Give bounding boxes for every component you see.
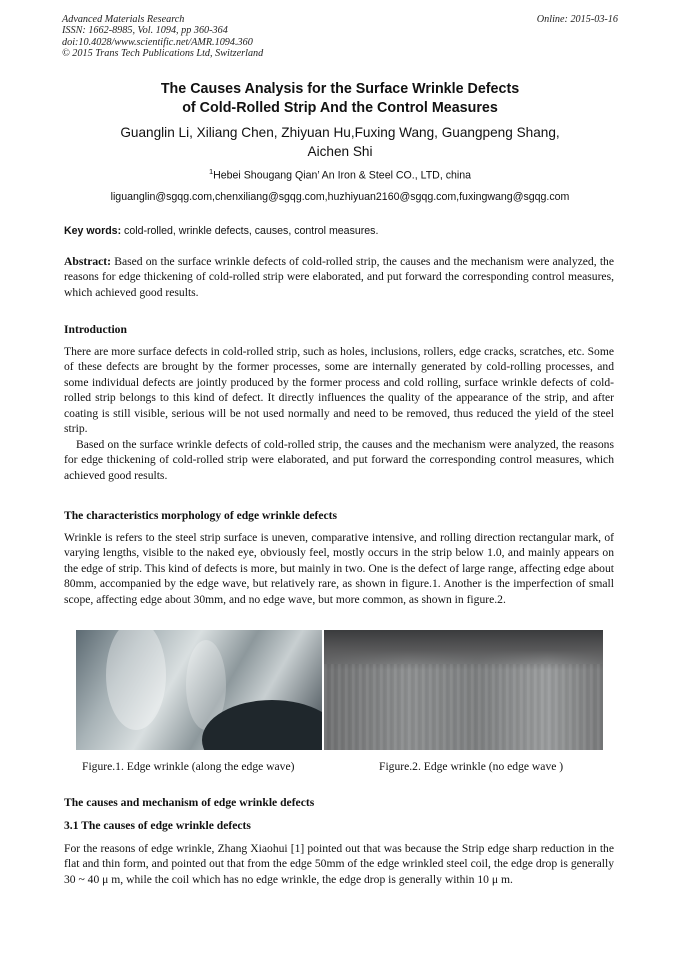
keywords-label: Key words: [64,225,122,237]
issn-line: ISSN: 1662-8985, Vol. 1094, pp 360-364 [62,25,228,37]
online-date: Online: 2015-03-16 [536,14,618,25]
title-line-1: The Causes Analysis for the Surface Wrinkle Defects [160,81,520,97]
figure-2-streaks [324,664,603,750]
authors-line-1: Guanglin Li, Xiliang Chen, Zhiyuan Hu,Fuxing Wang, Guangpeng Shang, [120,125,560,140]
figure-1-caption: Figure.1. Edge wrinkle (along the edge wave) [82,760,295,773]
doi-line: doi:10.4028/www.scientific.net/AMR.1094.360 [62,36,253,48]
journal-name: Advanced Materials Research [62,14,185,25]
introduction-heading: Introduction [64,323,127,336]
causes-paragraph: For the reasons of edge wrinkle, Zhang Xiaohui [1] pointed out that was because the Strip edge sharp reduction in the flat and thin form, and pointed out that from the edge 50mm of the edge wrinkled steel coil, the edge drop is generally 30 ~ 40 μ m, while the coil which has no edge wrinkle, the edge drop is generally within 10 μ m. [64,842,614,886]
abstract-text: Based on the surface wrinkle defects of cold-rolled strip, the causes and the mechanism were analyzed, the reasons for edge thickening of cold-rolled strip were elaborated, and put forward the corresponding control measures, which achieved good results. [64,255,614,299]
characteristics-heading: The characteristics morphology of edge wrinkle defects [64,509,338,522]
introduction-paragraph-2: Based on the surface wrinkle defects of cold-rolled strip, the causes and the mechanism were analyzed, the reasons for edge thickening of cold-rolled strip were elaborated, and put forward the corresponding control measures, which achieved good results. [64,438,614,482]
keywords-text: cold-rolled, wrinkle defects, causes, control measures. [121,225,379,237]
figure-1-image [76,630,322,750]
paper-title [62,80,618,118]
affiliation-mark: 1 [208,167,214,176]
copyright-line: © 2015 Trans Tech Publications Ltd, Switzerland [62,48,264,60]
journal-header [62,14,618,60]
figure-2-caption: Figure.2. Edge wrinkle (no edge wave ) [379,760,564,773]
abstract [64,254,614,300]
title-line-2: of Cold-Rolled Strip And the Control Measures [182,100,498,116]
author-emails: liguanglin@sgqg.com,chenxiliang@sgqg.com,huzhiyuan2160@sgqg.com,fuxingwang@sgqg.com [110,191,570,203]
authors-line-2: Aichen Shi [307,144,373,159]
characteristics-paragraph: Wrinkle is refers to the steel strip surface is uneven, comparative intensive, and rolling direction rectangular mark, of varying lengths, visible to the naked eye, obviously feel, mostly occurs in the strip below 1.0, and mainly appears on the edge of strip. This kind of defects is more, but mainly in two. One is the defect of large range, affecting edge about 80mm, accompanied by the edge wave, but relatively rare, as shown in figure.1. Another is the imperfection of small scope, affecting edge about 30mm, and no edge wave, but more common, as shown in figure.2. [64,531,614,606]
causes-heading: The causes and mechanism of edge wrinkle defects [64,796,315,809]
introduction-paragraph-1: There are more surface defects in cold-rolled strip, such as holes, inclusions, rollers, edge cracks, scratches, etc. Some of these defects are brought by the former processes, some are internally generated by cold-rolling processes, and some individual defects are jointly produced by the former process and cold rolling, surface wrinkle defects of cold-rolled strip belongs to this kind of defect. It directly influences the quality of the appearance of the strip, and after coating is still visible, serious will be not used normally and need to be removed, thus reduced the yield of the steel strip. [64,345,614,436]
abstract-label: Abstract: [64,255,112,268]
figure-1-highlight [106,630,166,730]
causes-subheading: 3.1 The causes of edge wrinkle defects [64,819,251,832]
figure-2-image [324,630,603,750]
affiliation [62,165,618,183]
keywords [64,224,618,238]
author-list [62,123,618,161]
affiliation-text: Hebei Shougang Qian’ An Iron & Steel CO., LTD, china [213,169,472,182]
